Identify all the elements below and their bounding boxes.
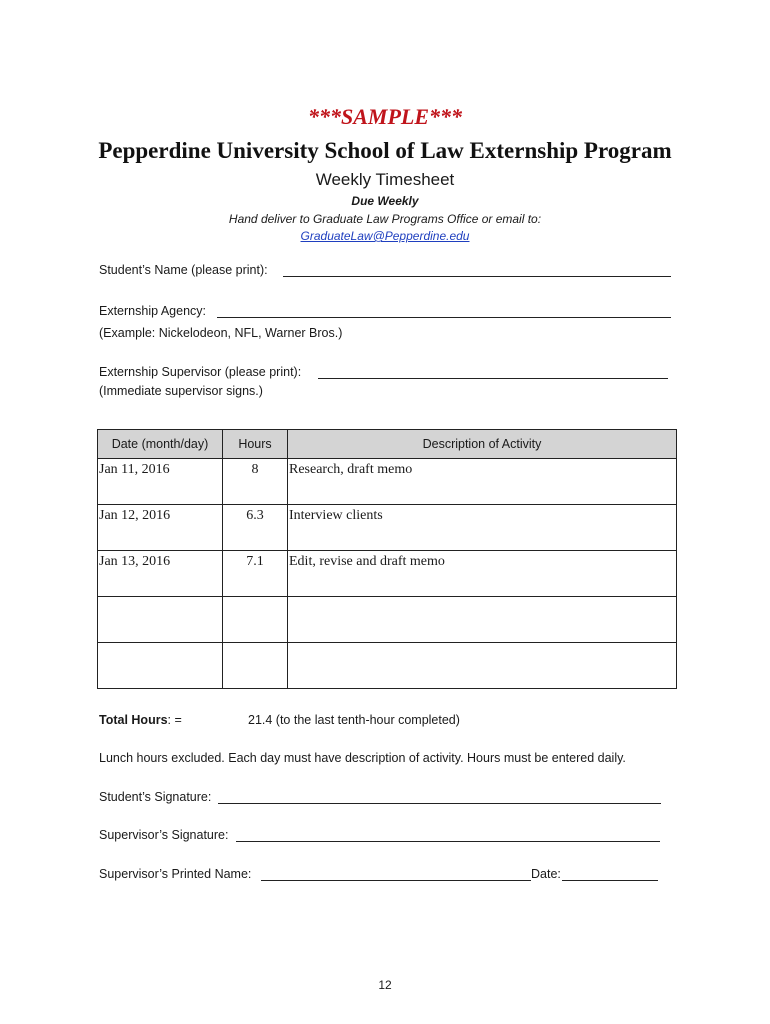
table-row xyxy=(98,551,677,597)
description-cell[interactable] xyxy=(288,597,677,643)
supervisor-note: (Immediate supervisor signs.) xyxy=(99,384,263,398)
page-number: 12 xyxy=(378,978,392,992)
date-cell[interactable]: Jan 13, 2016 xyxy=(98,551,223,597)
hours-cell[interactable]: 6.3 xyxy=(223,505,288,551)
date-cell[interactable]: Jan 12, 2016 xyxy=(98,505,223,551)
table-row xyxy=(98,505,677,551)
table-row xyxy=(98,459,677,505)
date-cell[interactable] xyxy=(98,597,223,643)
printed-name-label: Supervisor’s Printed Name: xyxy=(99,867,252,881)
date-cell[interactable] xyxy=(98,643,223,689)
student-signature-line[interactable] xyxy=(218,803,661,804)
hours-cell[interactable] xyxy=(223,597,288,643)
student-name-label: Student’s Name (please print): xyxy=(99,263,268,277)
student-name-line[interactable] xyxy=(283,276,671,277)
total-hours-line xyxy=(99,713,182,727)
date-cell[interactable]: Jan 11, 2016 xyxy=(98,459,223,505)
table-header-row xyxy=(98,430,677,459)
table-row xyxy=(98,643,677,689)
header-date: Date (month/day) xyxy=(98,430,223,459)
hours-cell[interactable]: 8 xyxy=(223,459,288,505)
lunch-note: Lunch hours excluded. Each day must have description of activity. Hours must be entered daily. xyxy=(99,751,626,765)
header-hours: Hours xyxy=(223,430,288,459)
agency-line[interactable] xyxy=(217,317,671,318)
agency-label: Externship Agency: xyxy=(99,304,207,318)
document-subtitle: Weekly Timesheet xyxy=(315,170,455,189)
sample-watermark-text: ***SAMPLE*** xyxy=(307,104,463,129)
description-cell[interactable]: Interview clients xyxy=(288,505,677,551)
description-cell[interactable]: Research, draft memo xyxy=(288,459,677,505)
table-row xyxy=(98,597,677,643)
header-description: Description of Activity xyxy=(288,430,677,459)
agency-example: (Example: Nickelodeon, NFL, Warner Bros.) xyxy=(99,326,343,340)
timesheet-table xyxy=(97,429,677,689)
document-title: Pepperdine University School of Law Externship Program xyxy=(98,138,672,163)
due-note: Due Weekly xyxy=(351,194,419,208)
date-label: Date: xyxy=(531,867,561,881)
student-signature-label: Student’s Signature: xyxy=(99,790,212,804)
hours-cell[interactable]: 7.1 xyxy=(223,551,288,597)
total-hours-separator: : = xyxy=(167,713,182,727)
supervisor-label: Externship Supervisor (please print): xyxy=(99,365,302,379)
description-cell[interactable] xyxy=(288,643,677,689)
printed-name-line[interactable] xyxy=(261,880,531,881)
delivery-instructions: Hand deliver to Graduate Law Programs Office or email to: xyxy=(228,212,542,226)
total-hours-label: Total Hours xyxy=(99,713,168,727)
total-hours-value: 21.4 (to the last tenth-hour completed) xyxy=(248,713,460,727)
description-cell[interactable]: Edit, revise and draft memo xyxy=(288,551,677,597)
hours-cell[interactable] xyxy=(223,643,288,689)
supervisor-signature-label: Supervisor’s Signature: xyxy=(99,828,229,842)
supervisor-signature-line[interactable] xyxy=(236,841,660,842)
email-link[interactable]: GraduateLaw@Pepperdine.edu xyxy=(300,229,470,243)
date-line[interactable] xyxy=(562,880,658,881)
supervisor-line[interactable] xyxy=(318,378,668,379)
